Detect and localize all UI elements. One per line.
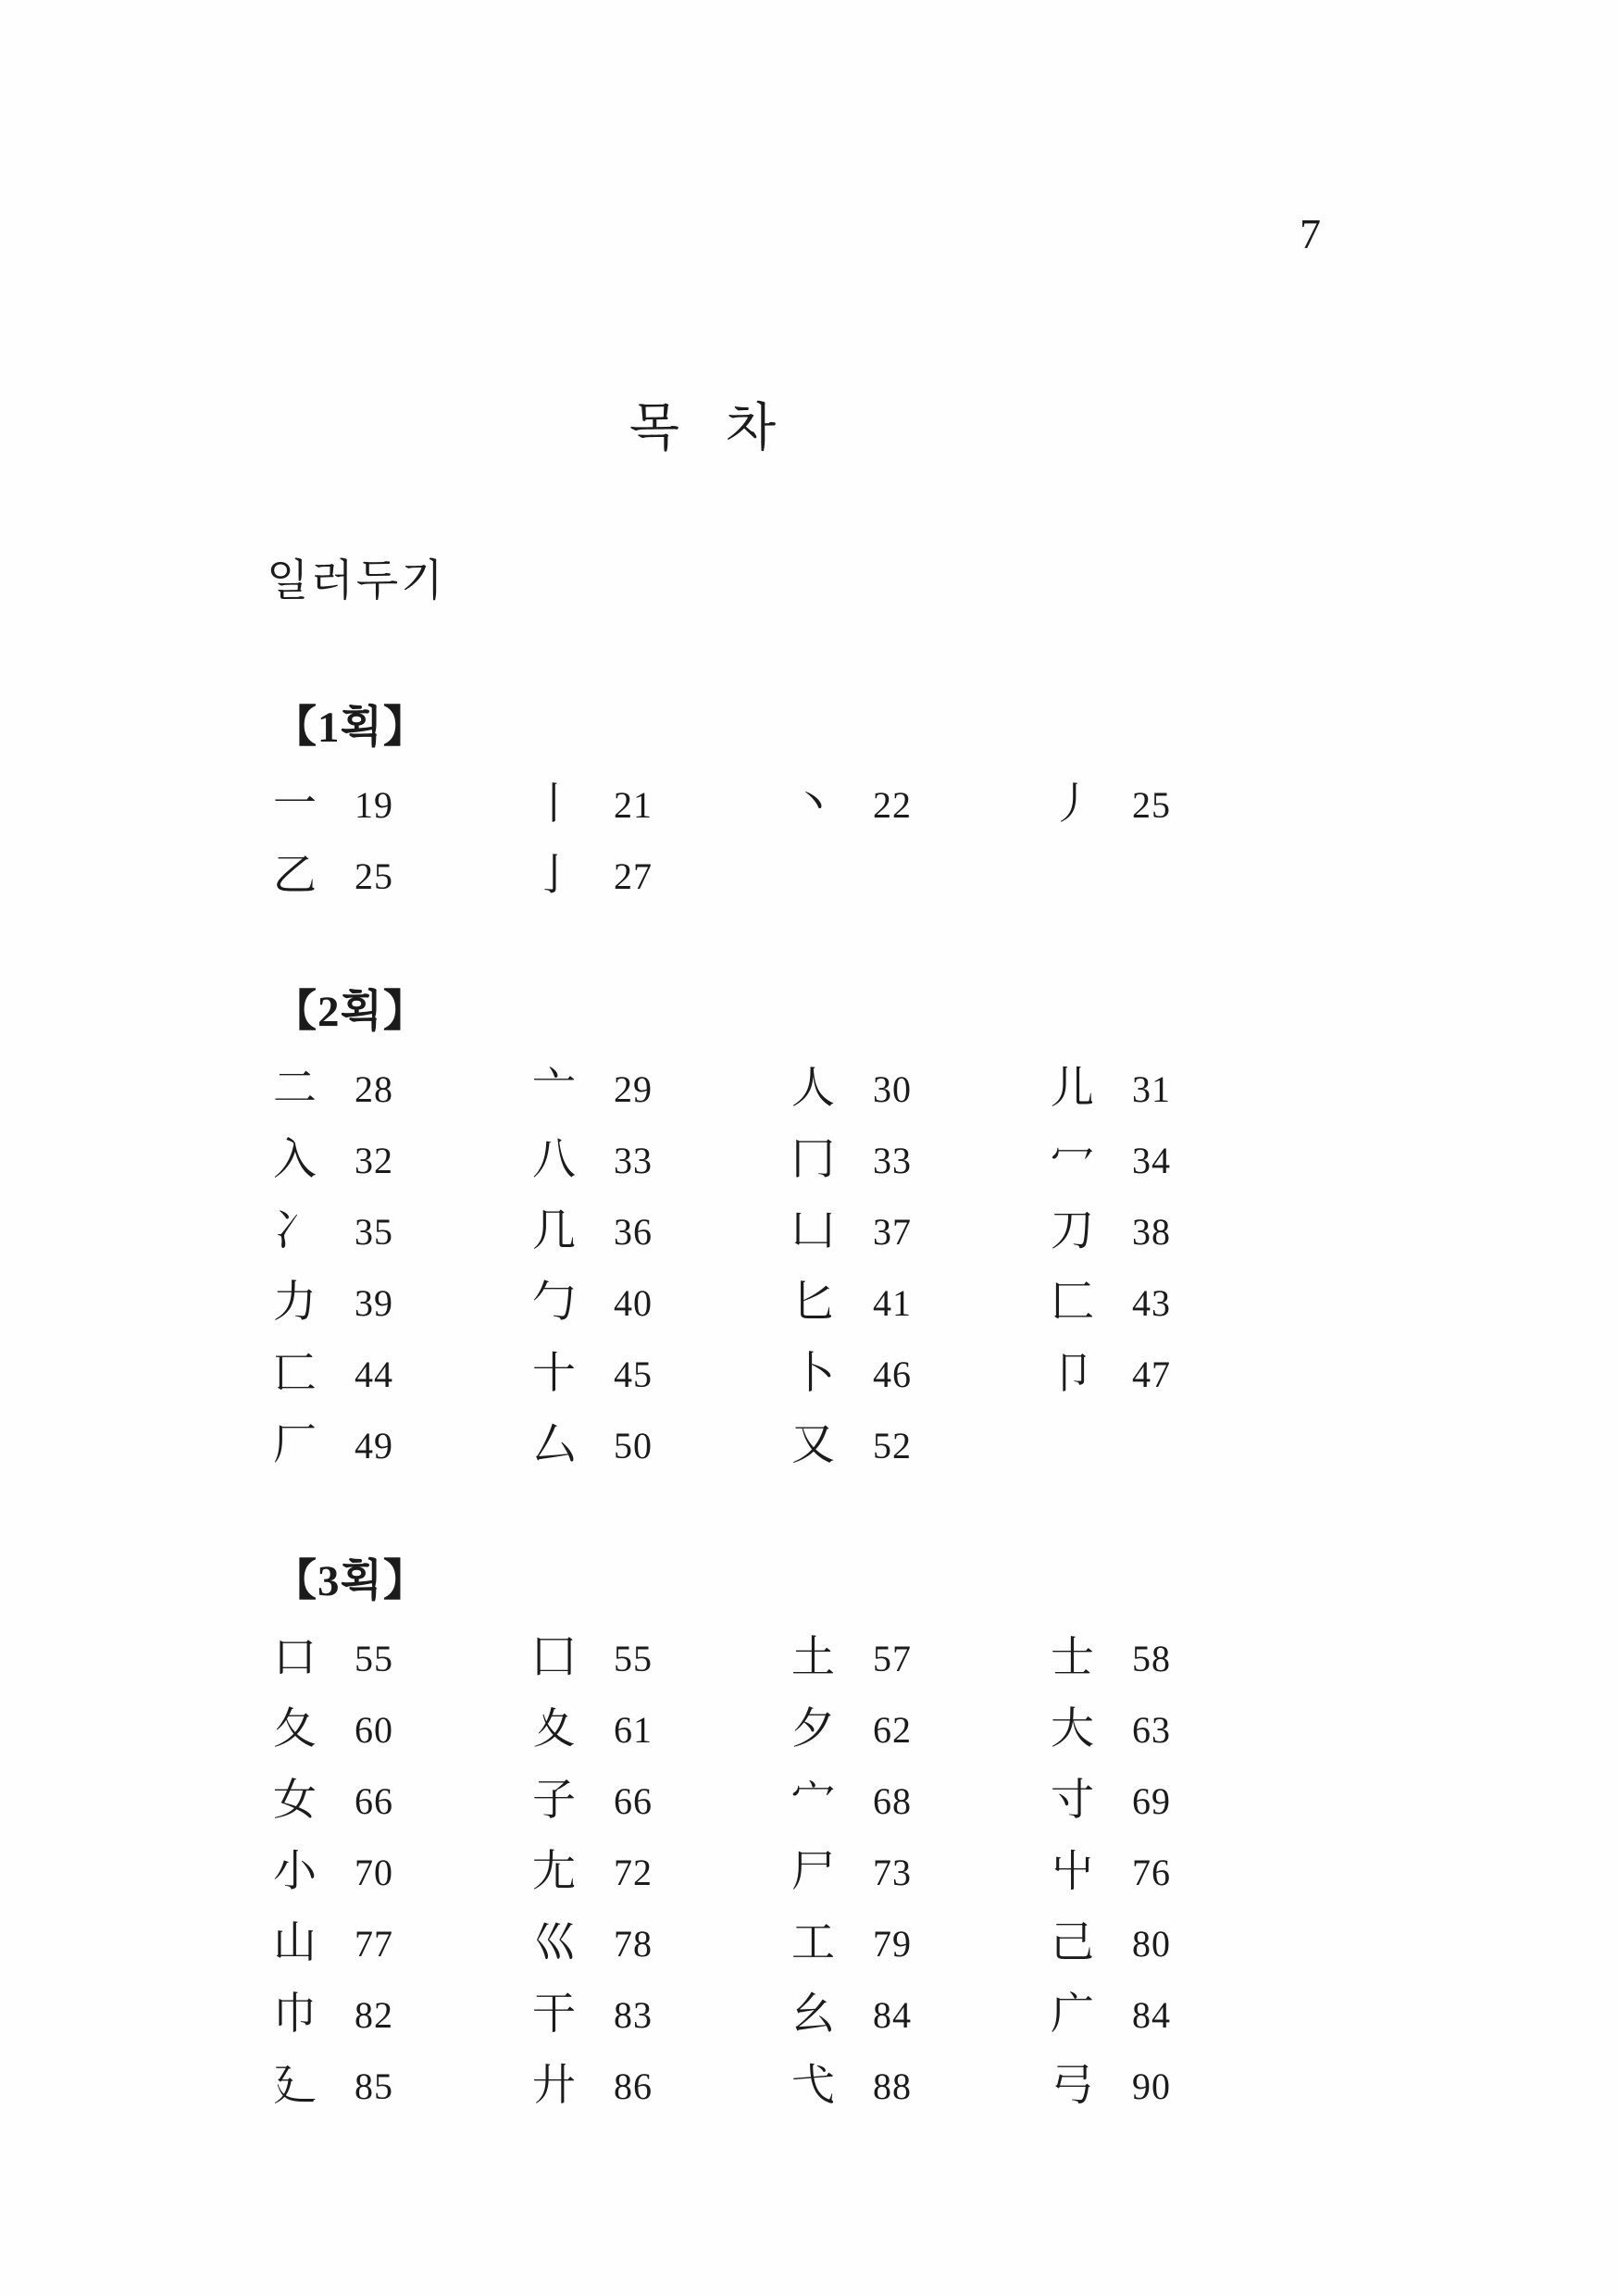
- radical-char: 尸: [791, 1848, 835, 1896]
- radical-page: 52: [873, 1425, 912, 1466]
- radical-char: 一: [273, 780, 317, 829]
- radical-entry: [791, 769, 1051, 841]
- radical-entry: [273, 1125, 532, 1196]
- radical-page: 84: [873, 1994, 912, 2036]
- radical-page: 43: [1132, 1282, 1171, 1324]
- radical-char: 己: [1051, 1919, 1094, 1967]
- radical-char: 廴: [273, 2062, 317, 2110]
- radical-page: 47: [1132, 1354, 1171, 1395]
- radical-page: 85: [355, 2065, 393, 2107]
- radical-page: 60: [355, 1709, 393, 1751]
- radical-entry: [532, 1837, 791, 1908]
- radical-char: 幺: [791, 1990, 835, 2039]
- radical-entry: [273, 1339, 532, 1410]
- section-header: 【1획】: [273, 704, 428, 752]
- radical-char: 冖: [1051, 1136, 1094, 1184]
- radical-entry: [791, 1410, 1051, 1481]
- radical-entry: [1051, 2051, 1310, 2122]
- radical-page: 86: [614, 2065, 653, 2107]
- radical-entry: [273, 1267, 532, 1339]
- radical-entry: [1051, 1766, 1310, 1837]
- radical-entry: [1051, 1196, 1310, 1267]
- radical-entry: [1051, 1623, 1310, 1694]
- radical-char: 人: [791, 1065, 835, 1113]
- radical-page: 25: [355, 855, 393, 897]
- radical-entry: [791, 1339, 1051, 1410]
- radical-entry: [273, 1837, 532, 1908]
- radical-page: 37: [873, 1211, 912, 1253]
- radical-char: 山: [273, 1919, 317, 1967]
- radical-char: 工: [791, 1919, 835, 1967]
- radical-page: 72: [614, 1852, 653, 1893]
- radical-entry: [791, 1766, 1051, 1837]
- radical-entry: [532, 1267, 791, 1339]
- radical-page: 31: [1132, 1068, 1171, 1110]
- radical-char: 入: [273, 1136, 317, 1184]
- radical-char: 丿: [1051, 780, 1094, 829]
- radical-page: 82: [355, 1994, 393, 2036]
- radical-entry: [532, 1410, 791, 1481]
- radical-char: 子: [532, 1777, 576, 1825]
- radical-page: 55: [614, 1638, 653, 1679]
- radical-entry: [273, 1694, 532, 1766]
- radical-entry: [791, 1623, 1051, 1694]
- radical-page: 25: [1132, 784, 1171, 826]
- radical-entry: [532, 1766, 791, 1837]
- radical-entry: [791, 1054, 1051, 1125]
- radical-entry: [273, 2051, 532, 2122]
- radical-page: 69: [1132, 1780, 1171, 1822]
- radical-entry: [273, 1054, 532, 1125]
- radical-char: 乙: [273, 852, 317, 900]
- radical-page: 36: [614, 1211, 653, 1253]
- radical-char: 力: [273, 1279, 317, 1327]
- radical-page: 21: [614, 784, 653, 826]
- radical-char: 冂: [791, 1136, 835, 1184]
- radical-char: 弋: [791, 2062, 835, 2110]
- radical-page: 55: [355, 1638, 393, 1679]
- radical-char: 冫: [273, 1207, 317, 1255]
- radical-entry: [1051, 1054, 1310, 1125]
- radical-entry: [791, 1694, 1051, 1766]
- radical-entry: [1051, 1694, 1310, 1766]
- radical-char: 八: [532, 1136, 576, 1184]
- radical-page: 90: [1132, 2065, 1171, 2107]
- radical-page: 57: [873, 1638, 912, 1679]
- radical-char: 勹: [532, 1279, 576, 1327]
- radical-char: 广: [1051, 1990, 1094, 2039]
- radical-char: 夊: [532, 1705, 576, 1753]
- stroke-section: [273, 977, 1458, 1481]
- radical-char: 女: [273, 1777, 317, 1825]
- radical-entry: [1051, 1125, 1310, 1196]
- radical-page: 34: [1132, 1140, 1171, 1181]
- radical-page: 33: [614, 1140, 653, 1181]
- radical-page: 58: [1132, 1638, 1171, 1679]
- radical-page: 61: [614, 1709, 653, 1751]
- radical-char: 丶: [791, 780, 835, 829]
- intro-label: 일러두기: [267, 557, 446, 605]
- radical-char: 弓: [1051, 2062, 1094, 2110]
- radical-char: 又: [791, 1421, 835, 1469]
- radical-char: 巾: [273, 1990, 317, 2039]
- radical-entry: [532, 1979, 791, 2051]
- radical-page: 41: [873, 1282, 912, 1324]
- radical-char: 口: [273, 1634, 317, 1682]
- radical-page: 44: [355, 1354, 393, 1395]
- radical-entry: [791, 2051, 1051, 2122]
- radical-char: 二: [273, 1065, 317, 1113]
- section-header: 【3획】: [273, 1557, 428, 1605]
- radical-page: 50: [614, 1425, 653, 1466]
- radical-char: 大: [1051, 1705, 1094, 1753]
- radical-entry: [791, 1196, 1051, 1267]
- radical-entry: [1051, 1837, 1310, 1908]
- radical-page: 68: [873, 1780, 912, 1822]
- radical-char: 巛: [532, 1919, 576, 1967]
- radical-page: 79: [873, 1923, 912, 1965]
- radical-char: 厂: [273, 1421, 317, 1469]
- radical-page: 66: [355, 1780, 393, 1822]
- radical-page: 29: [614, 1068, 653, 1110]
- radical-char: 干: [532, 1990, 576, 2039]
- stroke-section: [273, 693, 1458, 912]
- radical-entry: [1051, 1979, 1310, 2051]
- radical-entry: [532, 841, 791, 912]
- radical-page: 77: [355, 1923, 393, 1965]
- radical-entry: [273, 1908, 532, 1979]
- radical-char: 屮: [1051, 1848, 1094, 1896]
- radical-char: 宀: [791, 1777, 835, 1825]
- radical-char: 匚: [1051, 1279, 1094, 1327]
- radical-entry: [1051, 1267, 1310, 1339]
- radical-char: 亠: [532, 1065, 576, 1113]
- radical-char: 小: [273, 1848, 317, 1896]
- radical-page: 35: [355, 1211, 393, 1253]
- radical-entry: [273, 841, 532, 912]
- radical-grid: [273, 1623, 1458, 2122]
- radical-entry: [273, 1410, 532, 1481]
- radical-grid: [273, 1054, 1458, 1481]
- radical-char: 尢: [532, 1848, 576, 1896]
- radical-char: 士: [1051, 1634, 1094, 1682]
- radical-entry: [273, 1623, 532, 1694]
- radical-entry: [1051, 1339, 1310, 1410]
- radical-grid: [273, 769, 1458, 912]
- sections: [273, 693, 1458, 2187]
- radical-page: 66: [614, 1780, 653, 1822]
- radical-char: 土: [791, 1634, 835, 1682]
- radical-entry: [532, 1694, 791, 1766]
- stroke-section: [273, 1546, 1458, 2122]
- radical-page: 30: [873, 1068, 912, 1110]
- radical-page: 78: [614, 1923, 653, 1965]
- radical-char: 凵: [791, 1207, 835, 1255]
- radical-char: 匸: [273, 1350, 317, 1398]
- page-number: 7: [1300, 210, 1321, 257]
- radical-entry: [791, 1979, 1051, 2051]
- radical-page: 70: [355, 1852, 393, 1893]
- radical-entry: [273, 1766, 532, 1837]
- radical-char: 夕: [791, 1705, 835, 1753]
- radical-entry: [273, 1196, 532, 1267]
- radical-char: 厶: [532, 1421, 576, 1469]
- radical-entry: [791, 1125, 1051, 1196]
- radical-entry: [532, 1196, 791, 1267]
- radical-page: 62: [873, 1709, 912, 1751]
- radical-page: 40: [614, 1282, 653, 1324]
- radical-char: 匕: [791, 1279, 835, 1327]
- radical-char: 几: [532, 1207, 576, 1255]
- radical-char: 十: [532, 1350, 576, 1398]
- radical-page: 88: [873, 2065, 912, 2107]
- radical-entry: [532, 1908, 791, 1979]
- radical-entry: [791, 1267, 1051, 1339]
- radical-entry: [1051, 1908, 1310, 1979]
- radical-char: 寸: [1051, 1777, 1094, 1825]
- radical-page: 46: [873, 1354, 912, 1395]
- page-title: 목 차: [629, 400, 778, 457]
- radical-char: 卩: [1051, 1350, 1094, 1398]
- radical-entry: [1051, 769, 1310, 841]
- radical-entry: [791, 1837, 1051, 1908]
- radical-entry: [532, 1054, 791, 1125]
- radical-page: 83: [614, 1994, 653, 2036]
- radical-page: 84: [1132, 1994, 1171, 2036]
- radical-char: 儿: [1051, 1065, 1094, 1113]
- radical-page: 38: [1132, 1211, 1171, 1253]
- radical-page: 27: [614, 855, 653, 897]
- radical-char: 亅: [532, 852, 576, 900]
- radical-page: 49: [355, 1425, 393, 1466]
- radical-page: 80: [1132, 1923, 1171, 1965]
- radical-page: 19: [355, 784, 393, 826]
- radical-page: 28: [355, 1068, 393, 1110]
- radical-char: 夂: [273, 1705, 317, 1753]
- radical-char: 刀: [1051, 1207, 1094, 1255]
- radical-page: 33: [873, 1140, 912, 1181]
- radical-char: 卜: [791, 1350, 835, 1398]
- radical-page: 63: [1132, 1709, 1171, 1751]
- radical-char: 丨: [532, 780, 576, 829]
- radical-page: 45: [614, 1354, 653, 1395]
- radical-char: 廾: [532, 2062, 576, 2110]
- section-header: 【2획】: [273, 988, 428, 1036]
- radical-entry: [273, 769, 532, 841]
- radical-entry: [532, 1339, 791, 1410]
- radical-entry: [791, 1908, 1051, 1979]
- radical-page: 39: [355, 1282, 393, 1324]
- radical-entry: [532, 1125, 791, 1196]
- radical-entry: [273, 1979, 532, 2051]
- radical-page: 73: [873, 1852, 912, 1893]
- radical-entry: [532, 769, 791, 841]
- radical-page: 32: [355, 1140, 393, 1181]
- radical-entry: [532, 1623, 791, 1694]
- radical-char: 囗: [532, 1634, 576, 1682]
- radical-page: 76: [1132, 1852, 1171, 1893]
- radical-entry: [532, 2051, 791, 2122]
- radical-page: 22: [873, 784, 912, 826]
